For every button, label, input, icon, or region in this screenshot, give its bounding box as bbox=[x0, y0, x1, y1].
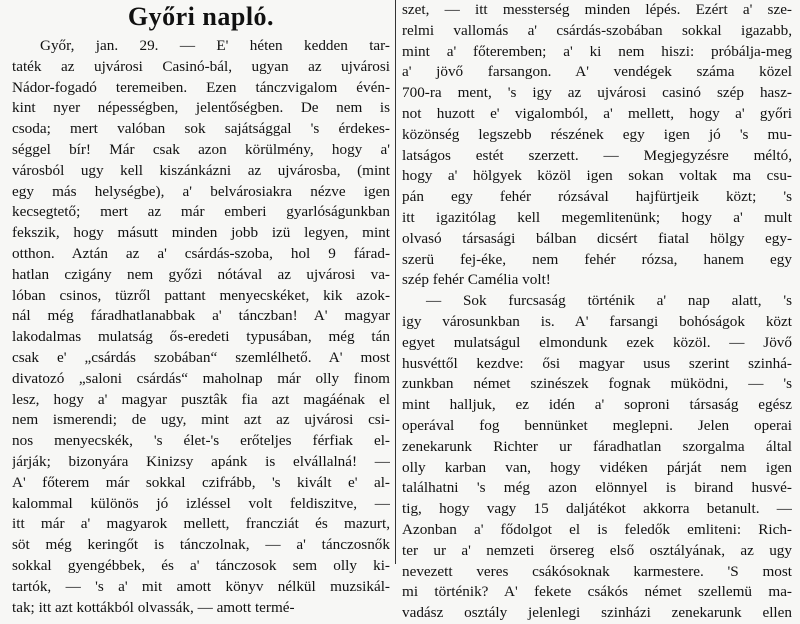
text-line: városból ugy kell kiszánkázni az ujvárosba, (mint bbox=[12, 161, 390, 179]
article-title: Győri napló. bbox=[127, 2, 275, 31]
left-column-text bbox=[12, 36, 390, 618]
text-line: igy városunkban is. A' farsangi bohóságok közt bbox=[402, 312, 792, 330]
text-line: mi történik? A' fekete csákós német szellemü ma- bbox=[402, 583, 792, 601]
text-line: egy más helységbe), a' belvárosiakra nézve igen bbox=[12, 182, 390, 200]
text-line: közönség legszebb részének egy igen jó 's mu- bbox=[402, 125, 792, 143]
text-line: taték az ujvárosi Casinó-bál, ugyan az ujvárosi bbox=[12, 57, 390, 75]
text-line: nos menyecskék, 's élet-'s erőteljes férfiak el- bbox=[12, 432, 390, 450]
text-line: kalommal különös jó izléssel volt feldiszitve, — bbox=[12, 494, 390, 512]
text-line: séggel bír! Már csak azon körülmény, hogy a' bbox=[12, 140, 390, 158]
text-line: lesz, hogy a' magyar pusztâk fia azt magáénak el bbox=[12, 390, 390, 408]
text-line: a' jövő farsangon. A' vendégek száma közel bbox=[402, 63, 792, 81]
text-line: olly karban van, hogy vidéken párját nem igen bbox=[402, 458, 792, 476]
text-line: not huzott e' vigalomból, a' mellett, hogy a' győri bbox=[402, 104, 792, 122]
text-line: Azonban a' fődolgot el is feledők emliteni: Rich- bbox=[402, 520, 792, 538]
text-line: lakodalmas mulatság ős-eredeti typusában, még tán bbox=[12, 328, 390, 346]
text-line: kecsegtető; mert az már emberi gyarlóságunkban bbox=[12, 203, 390, 221]
text-line: sokkal gyengébbek, és a' tánczosok sem olly ki- bbox=[12, 556, 390, 574]
text-line: tak; itt azt kottákból olvassák, — amott termé- bbox=[12, 598, 295, 616]
text-line: találhatni 's még azon elönnyel is birand husvé- bbox=[402, 479, 792, 497]
left-column bbox=[12, 0, 390, 618]
text-line: itt már a' magyarok mellett, francziát és mazurt, bbox=[12, 515, 390, 533]
text-line: fekszik, hogy másutt minden jobb izü legyen, mint bbox=[12, 224, 390, 242]
text-line: szép fehér Camélia volt! bbox=[402, 271, 551, 289]
text-line: pán egy fehér rózsával hajfürtjeik közt; 's bbox=[402, 188, 792, 206]
text-line: zenekarunk Richter ur fáradhatlan szorgalma által bbox=[402, 437, 792, 455]
text-line: operával fog bennünket meglepni. Jelen operai bbox=[402, 416, 792, 434]
column-divider bbox=[395, 0, 396, 564]
text-line: — Sok furcsaság történik a' nap alatt, 's bbox=[426, 292, 792, 310]
text-line: járják; bizonyára Kinizsy apánk is elvállalná! — bbox=[12, 452, 390, 470]
text-line: nem ismerendi; de ugy, mint azt az ujvárosi csi- bbox=[12, 411, 390, 429]
text-line: vadász osztály jelenlegi szinházi zenekarunk ellen bbox=[402, 604, 792, 622]
text-line: egyet mulatságul elmondunk ezek közöl. — Jövő bbox=[402, 333, 792, 351]
text-line: Nádor-fogadó teremeiben. Ezen tánczvigalom évén- bbox=[12, 78, 390, 96]
text-line: szerü fej-éke, nem fehér rózsa, hanem egy bbox=[402, 250, 792, 268]
text-line: lóban csinos, tüzről pattant menyecskéket, kik azok- bbox=[12, 286, 390, 304]
text-line: hatlan czigány nem győzi nótával az ujvárosi va- bbox=[12, 265, 390, 283]
text-line: ter ur a' nemzeti örsereg első osztályának, az ugy bbox=[402, 541, 792, 559]
text-line: husvéttől kezdve: ősi magyar usus szerint szinhá- bbox=[402, 354, 792, 372]
text-line: latságos estét szerzett. — Megjegyzésre méltó, bbox=[402, 146, 792, 164]
text-line: nevezett veres csákósoknak karmestere. 'S most bbox=[402, 562, 792, 580]
text-line: mint halljuk, ez idén a' soproni társaság egész bbox=[402, 396, 792, 414]
text-line: söt még keringőt is tánczolnak, — a' tánczosnők bbox=[12, 536, 390, 554]
text-line: olvasó társasági bálban dicsért fiatal hölgy egy- bbox=[402, 229, 792, 247]
text-line: tig, hogy vagy 15 daljátékot akkorra betanult. — bbox=[402, 500, 792, 518]
text-line: hogy a' hölgyek közöl igen sokan voltak ma csu- bbox=[402, 167, 792, 185]
right-column-text bbox=[402, 0, 792, 624]
text-line: mint a' főteremben; a' ki nem hiszi: próbálja-meg bbox=[402, 42, 792, 60]
text-line: 700-ra ment, 's igy az ujvárosi casinó szép hasz- bbox=[402, 84, 792, 102]
text-line: nál még fáradhatlanabbak a' tánczban! A' magyar bbox=[12, 307, 390, 325]
text-line: otthon. Aztán az a' csárdás-szoba, hol 9 fárad- bbox=[12, 244, 390, 262]
text-line: csak e' „csárdás szobában“ szemlélhető. A' most bbox=[12, 348, 390, 366]
text-line: itt igazitólag kell megemlitenünk; hogy a' mult bbox=[402, 208, 792, 226]
text-line: Győr, jan. 29. — E' héten kedden tar- bbox=[40, 37, 390, 54]
right-column bbox=[402, 0, 792, 624]
text-line: tartók, — 's a' mit amott könyv nélkül muzsikál- bbox=[12, 577, 390, 595]
text-line: kint nyer népességben, jelentőségben. De nem is bbox=[12, 99, 390, 117]
text-line: divatozó „saloni csárdás“ maholnap már olly finom bbox=[12, 369, 390, 387]
text-line: zunkban német szinészek fognak müködni, — 's bbox=[402, 375, 792, 393]
text-line: csoda; mert valóban sok sajátsággal 's érdekes- bbox=[12, 120, 390, 138]
text-line: szet, — itt messterség minden lépés. Ezért a' sze- bbox=[402, 1, 792, 18]
text-line: A' főterem már sokkal czifrább, 's kivált e' al- bbox=[12, 473, 390, 491]
text-line: relmi vallomás a' csárdás-szobában sokkal igazabb, bbox=[402, 21, 792, 39]
